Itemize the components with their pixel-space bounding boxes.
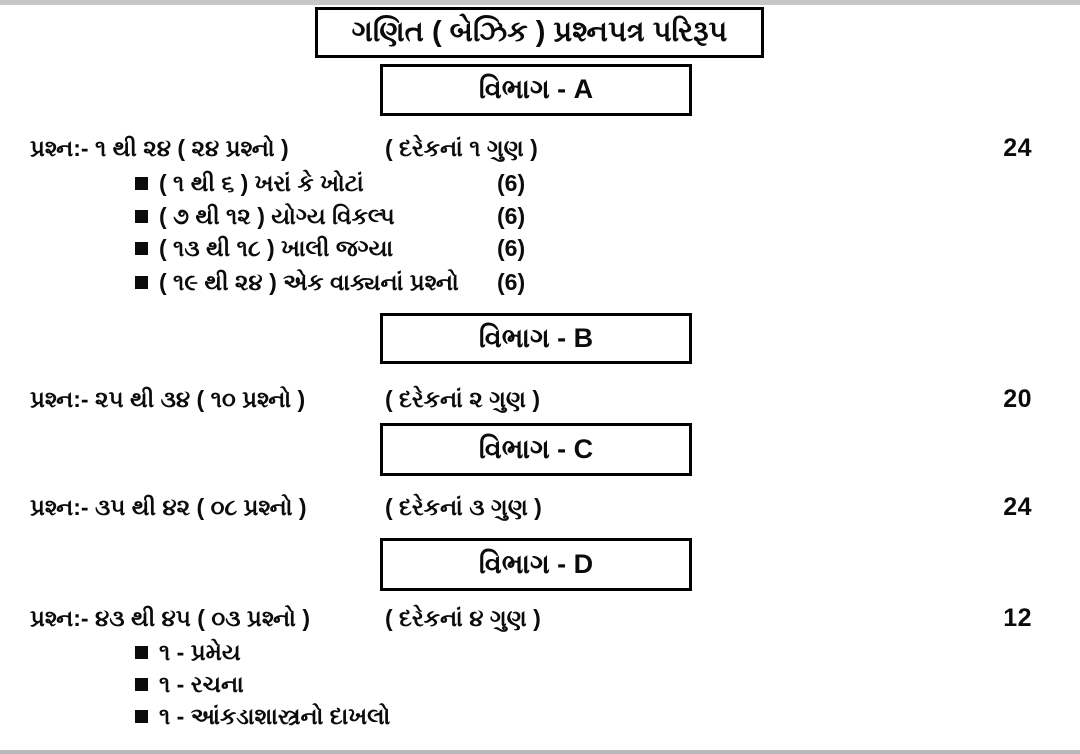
- section-c-title: વિભાગ - C: [478, 433, 594, 464]
- section-d-title: વિભાગ - D: [478, 548, 594, 579]
- section-a-marks-per-question: ( દરેકનાં ૧ ગુણ ): [385, 135, 538, 161]
- section-a-item-row: [0, 201, 1080, 232]
- section-a-total-marks: 24: [1003, 134, 1032, 162]
- item-marks: (6): [497, 235, 526, 261]
- item-label: ( ૭ થી ૧૨ ) યોગ્ય વિકલ્પ: [159, 203, 395, 229]
- top-edge-strip: [0, 0, 1080, 5]
- square-bullet-icon: [135, 710, 148, 723]
- square-bullet-icon: [135, 276, 148, 289]
- section-a-header-box: [380, 64, 692, 116]
- section-b-summary-row: [0, 384, 1080, 415]
- section-d-question-range: પ્રશ્ન:- ૪૩ થી ૪૫ ( ૦૩ પ્રશ્નો ): [30, 605, 310, 631]
- bottom-edge-strip: [0, 750, 1080, 754]
- section-a-question-range: પ્રશ્ન:- ૧ થી ૨૪ ( ૨૪ પ્રશ્નો ): [30, 135, 289, 161]
- item-label: ( ૧૩ થી ૧૮ ) ખાલી જગ્યા: [159, 235, 394, 261]
- section-c-question-range: પ્રશ્ન:- ૩૫ થી ૪૨ ( ૦૮ પ્રશ્નો ): [30, 494, 307, 520]
- square-bullet-icon: [135, 242, 148, 255]
- item-marks: (6): [497, 203, 526, 229]
- section-d-item-row: [0, 701, 1080, 732]
- section-b-question-range: પ્રશ્ન:- ૨૫ થી ૩૪ ( ૧૦ પ્રશ્નો ): [30, 386, 306, 412]
- section-a-title: વિભાગ - A: [478, 74, 594, 104]
- section-b-title: વિભાગ - B: [478, 322, 594, 353]
- section-a-summary-row: [0, 133, 1080, 164]
- section-d-summary-row: [0, 603, 1080, 634]
- section-b-header-box: [380, 313, 692, 364]
- page-title-box: [315, 7, 764, 58]
- item-label: ( ૧ થી ૬ ) ખરાં કે ખોટાં: [159, 170, 364, 196]
- square-bullet-icon: [135, 678, 148, 691]
- section-c-total-marks: 24: [1003, 493, 1032, 521]
- section-d-marks-per-question: ( દરેકનાં ૪ ગુણ ): [385, 605, 541, 631]
- section-b-marks-per-question: ( દરેકનાં ૨ ગુણ ): [385, 386, 540, 412]
- section-c-marks-per-question: ( દરેકનાં ૩ ગુણ ): [385, 494, 542, 520]
- item-marks: (6): [497, 170, 526, 196]
- section-d-item-row: [0, 669, 1080, 700]
- item-label: ૧ - આંકડાશાસ્ત્રનો દાખલો: [159, 703, 391, 729]
- section-d-header-box: [380, 538, 692, 591]
- section-b-total-marks: 20: [1003, 385, 1032, 413]
- item-marks: (6): [497, 269, 526, 295]
- square-bullet-icon: [135, 177, 148, 190]
- item-label: ( ૧૯ થી ૨૪ ) એક વાક્યનાં પ્રશ્નો: [159, 269, 459, 295]
- section-d-item-row: [0, 637, 1080, 668]
- section-a-item-row: [0, 267, 1080, 298]
- square-bullet-icon: [135, 646, 148, 659]
- square-bullet-icon: [135, 210, 148, 223]
- page-title: ગણિત ( બેઝિક ) પ્રશ્નપત્ર પરિરૂપ: [351, 16, 728, 48]
- section-a-item-row: [0, 168, 1080, 199]
- item-label: ૧ - પ્રમેય: [159, 639, 241, 665]
- section-c-summary-row: [0, 492, 1080, 523]
- section-c-header-box: [380, 423, 692, 476]
- section-d-total-marks: 12: [1003, 604, 1032, 632]
- item-label: ૧ - રચના: [159, 671, 244, 697]
- section-a-item-row: [0, 233, 1080, 264]
